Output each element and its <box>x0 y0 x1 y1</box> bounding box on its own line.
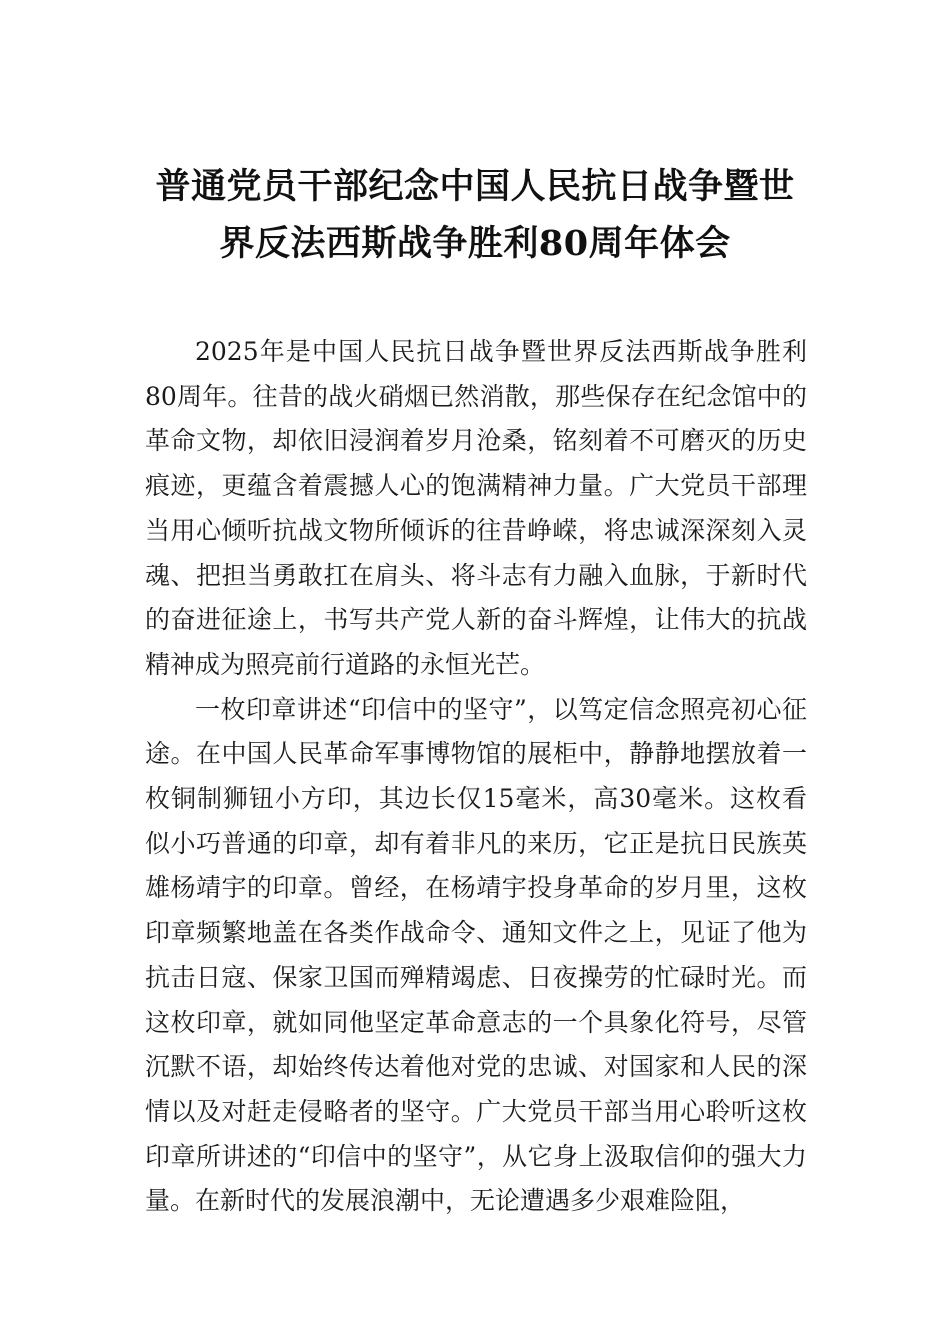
title-line-2: 界反法西斯战争胜利80周年体会 <box>219 223 731 264</box>
document-body <box>145 330 807 1224</box>
paragraph-1: 2025年是中国人民抗日战争暨世界反法西斯战争胜利80周年。往昔的战火硝烟已然消散，那些保存在纪念馆中的革命文物，却依旧浸润着岁月沧桑，铭刻着不可磨灭的历史痕迹，更蕴含着震撼人心的饱满精神力量。广大党员干部理当用心倾听抗战文物所倾诉的往昔峥嵘，将忠诚深深刻入灵魂、把担当勇敢扛在肩头、将斗志有力融入血脉，于新时代的奋进征途上，书写共产党人新的奋斗辉煌，让伟大的抗战精神成为照亮前行道路的永恒光芒。 <box>145 337 807 679</box>
document-title <box>145 158 805 272</box>
paragraph-2: 一枚印章讲述“印信中的坚守”，以笃定信念照亮初心征途。在中国人民革命军事博物馆的展柜中，静静地摆放着一枚铜制狮钮小方印，其边长仅15毫米，高30毫米。这枚看似小巧普通的印章，却有着非凡的来历，它正是抗日民族英雄杨靖宇的印章。曾经，在杨靖宇投身革命的岁月里，这枚印章频繁地盖在各类作战命令、通知文件之上，见证了他为抗击日寇、保家卫国而殚精竭虑、日夜操劳的忙碌时光。而这枚印章，就如同他坚定革命意志的一个具象化符号，尽管沉默不语，却始终传达着他对党的忠诚、对国家和人民的深情以及对赶走侵略者的坚守。广大党员干部当用心聆听这枚印章所讲述的“印信中的坚守”，从它身上汲取信仰的强大力量。在新时代的发展浪潮中，无论遭遇多少艰难险阻， <box>145 694 807 1216</box>
title-line-1: 普通党员干部纪念中国人民抗日战争暨世 <box>155 166 795 207</box>
